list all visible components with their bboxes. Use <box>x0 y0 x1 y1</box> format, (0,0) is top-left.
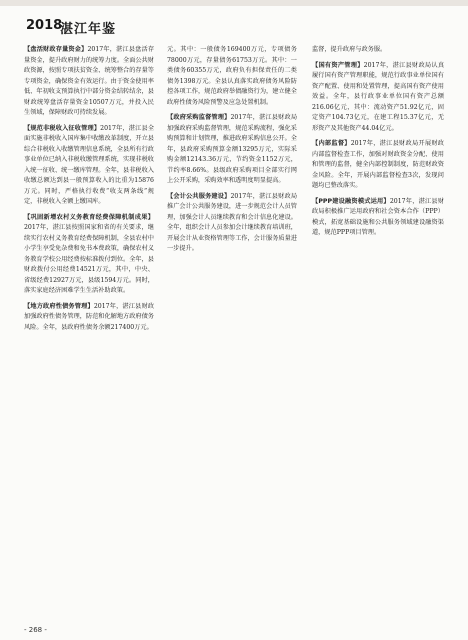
section-title: 【政府采购监督管理】 <box>167 114 231 121</box>
section-title: 【地方政府性债务管理】 <box>24 302 94 310</box>
section-body: 2017年，湛江县财政加强政府性债务管理，防范和化解地方政府债务风险。全年，县政府性债务余额217400万元。 <box>24 302 154 331</box>
section-body: 2017年，湛江县按照国家和省的有关要求，继续实行农村义务教育经费保障机制，全县农村中小学生享受免杂费和免书本费政策，确保农村义务教育学校公用经费按标准拨付到位。全年，县财政拨付公用经费14521万元，其中，中央、省级经费12927万元，县级1594万元。同时，落实家庭经济困难学生生活补助政策。 <box>24 224 154 294</box>
article-section <box>312 197 444 239</box>
article-section <box>24 124 154 208</box>
section-body: 2017年，湛江县财政局加强政府采购监督管理，规范采购流程，强化采购预算和计划管理，推进政府采购信息公开。全年，县政府采购预算金额13295万元，实际采购金额12143.36万元，节约资金1152万元，节约率8.66%。县级政府采购项目全部实行网上公开采购，采购效率和透明度明显提高。 <box>167 114 297 184</box>
article-section <box>312 45 444 56</box>
section-title: 【国有资产管理】 <box>312 61 364 69</box>
section-title: 【内部监督】 <box>312 140 351 147</box>
section-title: 【盘活财政存量资金】 <box>24 46 88 53</box>
section-body: 2017年，湛江县财政局认真履行国有资产管理职能，规范行政事业单位国有资产配置、使用和处置管理，提高国有资产使用效益。全年，县行政事业单位国有资产总额216.06亿元，其中：流动资产51.92亿元，固定资产104.73亿元，在建工程15.37亿元，无形资产及其他资产44.04亿元。 <box>312 61 444 132</box>
page-header <box>0 0 468 40</box>
article-section <box>312 139 444 192</box>
section-body: 监督，提升政府与政务服。 <box>312 46 387 53</box>
article-section <box>167 192 297 255</box>
section-title: 【巩固新增农村义务教育经费保障机制成果】 <box>24 213 154 221</box>
header-band <box>0 0 468 6</box>
section-body: 2017年，湛江县财政局开展财政内部监督检查工作，加强对财政资金分配、使用和管理的监督，健全内部控制制度，防范财政资金风险。全年，开展内部监督检查3次，发现问题均已整改落实。 <box>312 140 444 189</box>
section-title: 【PPP建设融资模式运用】 <box>312 197 390 205</box>
article-section <box>167 45 297 108</box>
section-title: 【规范非税收入征收管理】 <box>24 124 101 132</box>
yearbook-title: 湛江年鉴 <box>60 22 117 37</box>
text-column-1 <box>24 45 154 615</box>
article-section <box>312 61 444 135</box>
text-column-2 <box>167 45 297 615</box>
text-column-3 <box>312 45 444 615</box>
section-body: 2017年，湛江县财政局积极推广运用政府和社会资本合作（PPP）模式，拓宽基础设施和公共服务领域建设融资渠道，规范PPP项目管理。 <box>312 197 444 236</box>
article-section <box>24 45 154 119</box>
article-section <box>167 113 297 187</box>
section-body: 2017年，湛江县全面实施非税收入国库集中收缴改革制度，开立县综合非税收入收缴管理信息系统，全县所有行政事业单位已纳入非税收缴管理系统，实现非税收入统一征收、统一缴库管理。全年，县非税收入收缴总额达到县一般预算收入的比重为15876万元。同时，严格执行收费“收支两条线”规定，非税收入全额上缴国库。 <box>24 124 154 205</box>
article-section <box>24 213 154 297</box>
section-body: 2017年，湛江县盘活存量资金，提升政府财力的统筹力度。全面公共财政资源，按照专项扶贫资金、统筹整合的存量等专项资金，确保资金有效运行。由于资金使用率低、年初收支预算执行中部分资金结转结余，县财政统筹盘活存量资金10507万元，并投入民生领域，保障财政可持续发展。 <box>24 46 154 116</box>
article-section <box>24 302 154 334</box>
yearbook-year: 2018 <box>26 18 63 33</box>
section-title: 【会计公共服务建设】 <box>167 192 231 200</box>
page-number: - 268 - <box>24 626 47 634</box>
section-body: 2017年，湛江县财政局推广会计公共服务建设，进一步规范会计人员管理，加强会计人员继续教育和会计信息化建设。全年，组织会计人员参加会计继续教育培训班，开展会计从业资格管理等工作，会计服务质量进一步提升。 <box>167 192 297 252</box>
section-body: 元。其中：一般债务169400万元，专项债务78000万元，存量债务61753万元。其中：一类债务60355万元，政府负有担保责任的二类债务1398万元。全县认真落实政府债务风险防控各项工作，规范政府举债融资行为，建立健全政府性债务风险预警及应急处置机制。 <box>167 46 297 106</box>
